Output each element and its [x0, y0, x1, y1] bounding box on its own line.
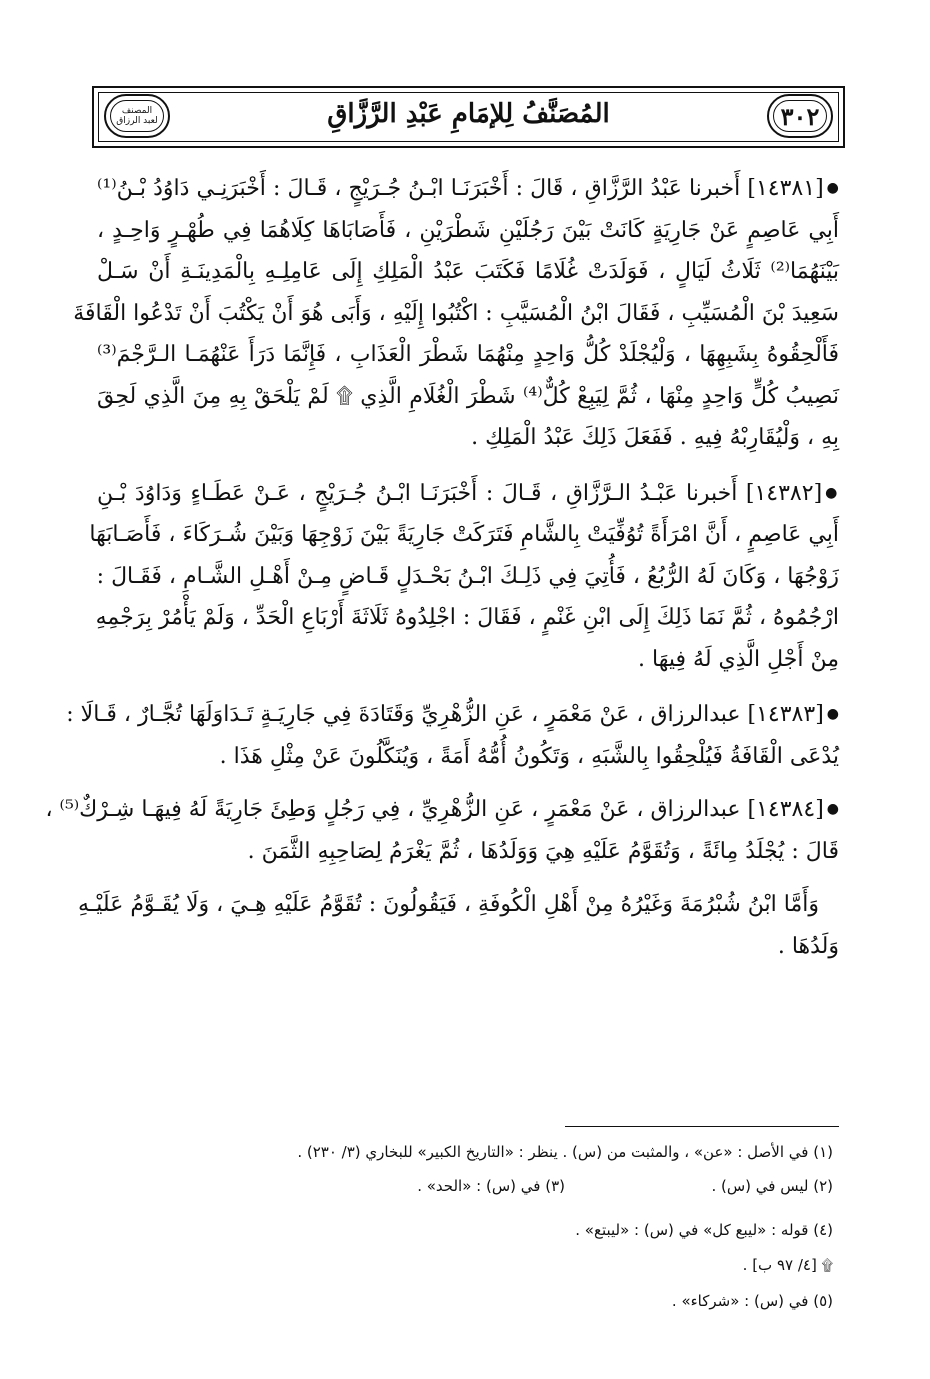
footnote-1: (١) في الأصل : «عن» ، والمثبت من (س) . ينظر : «التاريخ الكبير» للبخاري (٣/ ٢٣٠) . [297, 1143, 833, 1161]
hadith-14383 [66, 694, 839, 777]
manuscript-folio-note: ۩ [٤/ ٩٧ ب] . [742, 1256, 833, 1274]
bullet-icon: ● [826, 801, 839, 818]
line-text: [١٤٣٨٣] عبدالرزاق ، عَنْ مَعْمَرٍ ، عَنِ الزُّهْرِيِّ وَقَتَادَةَ فِي جَارِيَـةٍ تَـدَاوَلَهَا تُجَّـارٌ ، قَـالَا : [66, 702, 824, 727]
text-line: سَعِيدَ بْنَ الْمُسَيِّبِ ، فَقَالَ ابْنُ الْمُسَيَّبِ : اكْتُبُوا إِلَيْهِ ، وَأَبَى هُوَ أَنْ يَكْتُبَ أَنْ تَدْعُوا الْقَافَةَ [73, 300, 839, 326]
hadith-14384 [45, 789, 839, 872]
bullet-icon: ● [825, 484, 839, 501]
line-text: [١٤٣٨١] أَخبرنا عَبْدُ الرَّزَّاقِ ، قَالَ : أَخْبَرَنَـا ابْـنُ جُـرَيْجٍ ، قَـالَ : أَخْبَرَنِـي دَاوُدُ بْـنُ⁽¹⁾ [97, 176, 824, 201]
text-line: زَوْجُهَا ، وَكَانَ لَهُ الرُّبُعُ ، فَأُتِيَ فِي ذَلِـكَ ابْـنُ بَحْـدَلٍ قَـاضٍ مِـنْ أَهْـلِ الشَّـامِ ، فَقَـالَ : [96, 563, 839, 589]
text-line: بِهِ ، وَلْيُقَارِبْهُ فِيهِ . فَفَعَلَ ذَلِكَ عَبْدُ الْمَلِكِ . [471, 425, 839, 450]
footnote-3: (٣) في (س) : «الحد» . [417, 1177, 565, 1195]
footnote-2: (٢) ليس في (س) . [711, 1177, 833, 1195]
text-line: بَيْنَهُمَا⁽²⁾ ثَلَاثُ لَيَالٍ ، فَوَلَدَتْ غُلَامًا فَكَتَبَ عَبْدُ الْمَلِكِ إِلَى عَامِلِـهِ بِالْمَدِينَـةِ أَنْ سَـلْ [97, 259, 840, 284]
bullet-icon: ● [826, 180, 839, 197]
page-header [92, 86, 845, 148]
text-line [97, 473, 839, 515]
bullet-icon: ● [826, 706, 839, 723]
text-line [45, 789, 839, 831]
text-line: وَأَمَّا ابْنُ شُبْرُمَةَ وَغَيْرُهُ مِنْ أَهْلِ الْكُوفَةِ ، فَيَقُولُونَ : تُقَوَّمُ عَلَيْهِ هِـيَ ، وَلَا يُقَـوَّمُ عَلَيْـهِ [78, 892, 819, 917]
text-line: ارْجُمُوهُ ، ثُمَّ نَمَا ذَلِكَ إِلَى ابْنِ غَنْمٍ ، فَقَالَ : اجْلِدُوهُ ثَلَاثَةَ أَرْبَاعِ الْحَدِّ ، وَلَمْ يَأْمُرْ بِرَجْمِهِ [95, 605, 839, 630]
seal-ornament [104, 94, 170, 138]
footnote-5: (٥) في (س) : «شركاء» . [671, 1292, 833, 1310]
text-line [97, 168, 839, 210]
line-text: [١٤٣٨٢] أَخبرنا عَبْـدُ الـرَّزَّاقِ ، قَـالَ : أَخْبَرَنَـا ابْـنُ جُـرَيْجٍ ، عَـنْ عَطَـاءٍ وَدَاوُدَ بْـنِ [97, 480, 823, 506]
seal-emblem: المصنف لعبد الرزاق [116, 106, 158, 126]
commentary-paragraph [78, 884, 839, 967]
text-line: أَبِي عَاصِمٍ عَنْ جَارِيَةٍ كَانَتْ بَيْنَ رَجُلَيْنِ شَطْرَيْنِ ، فَأَصَابَاهَا كِلَاهُمَا فِي طُهْـرٍ وَاحِـدٍ ، [97, 217, 839, 243]
book-title: المُصَنَّفُ لِلإمَامِ عَبْدِ الرَّزَّاقِ [327, 99, 610, 129]
main-text [45, 168, 840, 967]
footnote-divider [565, 1126, 839, 1127]
text-line: وَلَدُهَا . [777, 933, 839, 959]
page-number-ornament [767, 94, 833, 138]
line-text: [١٤٣٨٤] عبدالرزاق ، عَنْ مَعْمَرٍ ، عَنِ الزُّهْرِيِّ ، فِي رَجُلٍ وَطِئَ جَارِيَةً لَهُ فِيهَـا شِـرْكٌ⁽⁵⁾ ، [45, 797, 824, 822]
hadith-14382 [89, 473, 839, 681]
text-line: قَالَ : يُجْلَدُ مِائَةً ، وَتُقَوَّمُ عَلَيْهِ هِيَ وَوَلَدُهَا ، ثُمَّ يَغْرَمُ لِصَاحِبِهِ الثَّمَنَ . [247, 838, 839, 864]
page-number: ٣٠٢ [780, 101, 820, 131]
hadith-14381 [73, 168, 840, 459]
text-line: أَبِي عَاصِمٍ ، أَنَّ امْرَأَةً تُوُفِّيَتْ بِالشَّامِ فَتَرَكَتْ جَارِيَةً بَيْنَ زَوْجِهَا وَبَيْنَ شُـرَكَاءَ ، فَأَصَـابَهَا [89, 522, 839, 547]
text-line: فَأَلْحِقُوهُ بِشَبِهِهَا ، وَلْيُجْلَدْ كُلُّ وَاحِدٍ مِنْهُمَا شَطْرَ الْعَذَابِ ، فَإِنَّمَا دَرَأَ عَنْهُمَـا الـرَّجْمَ⁽³⁾ [97, 342, 839, 367]
text-line: مِنْ أَجْلِ الَّذِي لَهُ فِيهَا . [638, 646, 839, 672]
text-line: نَصِيبُ كُلٍّ وَاحِدٍ مِنْهَا ، ثُمَّ لِيَبِعْ كُلٌّ⁽⁴⁾ شَطْرَ الْغُلَامِ الَّذِي ۩ لَمْ يَلْحَقْ بِهِ مِنَ الَّذِي لَحِقَ [97, 383, 839, 409]
text-line: يُدْعَى الْقَافَةُ فَيُلْحِقُوا بِالشَّبَهِ ، وَتَكُونُ أُمُّهُ أَمَةً ، وَيُنَكَّلُونَ عَنْ مِثْلِ هَذَا . [219, 743, 839, 769]
footnote-4: (٤) قوله : «ليبع كل» في (س) : «ليبتع» . [575, 1221, 833, 1239]
text-line [66, 694, 839, 736]
